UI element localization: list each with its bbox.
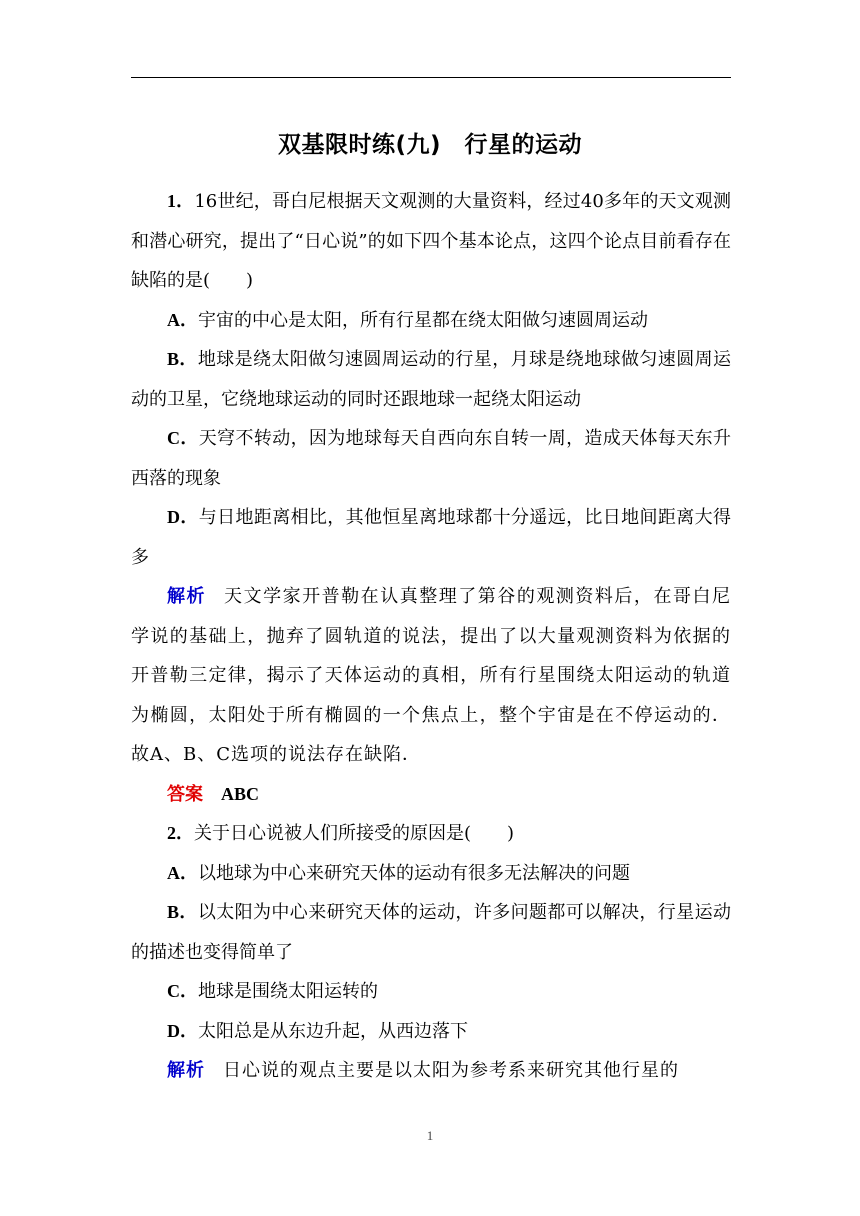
question-1-option-b [131, 340, 731, 419]
option-label: A． [167, 309, 198, 330]
page-title: 双基限时练(九) 行星的运动 [277, 132, 583, 158]
question-number: 2． [167, 823, 194, 843]
option-label: B． [167, 349, 198, 369]
question-1-option-a [131, 301, 731, 341]
question-2-option-b [131, 893, 731, 972]
question-1-answer [131, 775, 731, 815]
question-1-option-d [131, 498, 731, 577]
question-1-option-c [131, 419, 731, 498]
question-2-option-a [131, 854, 731, 894]
explanation-text: 日心说的观点主要是以太阳为参考系来研究其他行星的 [223, 1060, 679, 1081]
option-text: 以太阳为中心来研究天体的运动，许多问题都可以解决，行星运动的描述也变得简单了 [131, 902, 731, 963]
option-text: 地球是绕太阳做匀速圆周运动的行星，月球是绕地球做匀速圆周运动的卫星，它绕地球运动的同时还跟地球一起绕太阳运动 [131, 349, 731, 410]
option-text: 宇宙的中心是太阳，所有行星都在绕太阳做匀速圆周运动 [198, 309, 648, 331]
answer-tag: 答案 [167, 783, 203, 805]
question-text: 关于日心说被人们所接受的原因是( ) [194, 823, 515, 844]
question-number: 1． [167, 191, 195, 211]
page-number: 1 [426, 1128, 434, 1143]
question-2-option-d [131, 1012, 731, 1052]
question-1-explanation [131, 577, 731, 775]
option-text: 太阳总是从东边升起，从西边落下 [198, 1020, 468, 1042]
explanation-tag: 解析 [167, 1060, 205, 1081]
question-2-explanation [131, 1051, 731, 1091]
option-text: 天穹不转动，因为地球每天自西向东自转一周，造成天体每天东升西落的现象 [131, 428, 731, 489]
option-label: D． [167, 1020, 198, 1041]
option-label: C． [167, 981, 198, 1001]
answer-value: ABC [221, 783, 260, 804]
question-2-option-c [131, 972, 731, 1012]
question-1-stem [131, 182, 731, 301]
option-text: 以地球为中心来研究天体的运动有很多无法解决的问题 [198, 862, 630, 884]
option-label: B． [167, 902, 198, 922]
document-body [131, 182, 731, 1091]
explanation-tag: 解析 [167, 586, 207, 607]
option-text: 与日地距离相比，其他恒星离地球都十分遥远，比日地间距离大得多 [131, 507, 731, 568]
question-text: 16世纪，哥白尼根据天文观测的大量资料，经过40多年的天文观测和潜心研究，提出了“日心说”的如下四个基本论点，这四个论点目前看存在缺陷的是( ) [131, 191, 732, 291]
option-label: A． [167, 862, 198, 883]
header-rule [131, 77, 731, 78]
option-label: D． [167, 507, 199, 527]
option-label: C． [167, 428, 199, 448]
question-2-stem [131, 814, 731, 854]
explanation-text: 天文学家开普勒在认真整理了第谷的观测资料后，在哥白尼学说的基础上，抛弃了圆轨道的说法，提出了以大量观测资料为依据的开普勒三定律，揭示了天体运动的真相，所有行星围绕太阳运动的轨道为椭圆，太阳处于所有椭圆的一个焦点上，整个宇宙是在不停运动的．故A、B、C选项的说法存在缺陷． [131, 586, 732, 765]
option-text: 地球是围绕太阳运转的 [198, 981, 378, 1002]
